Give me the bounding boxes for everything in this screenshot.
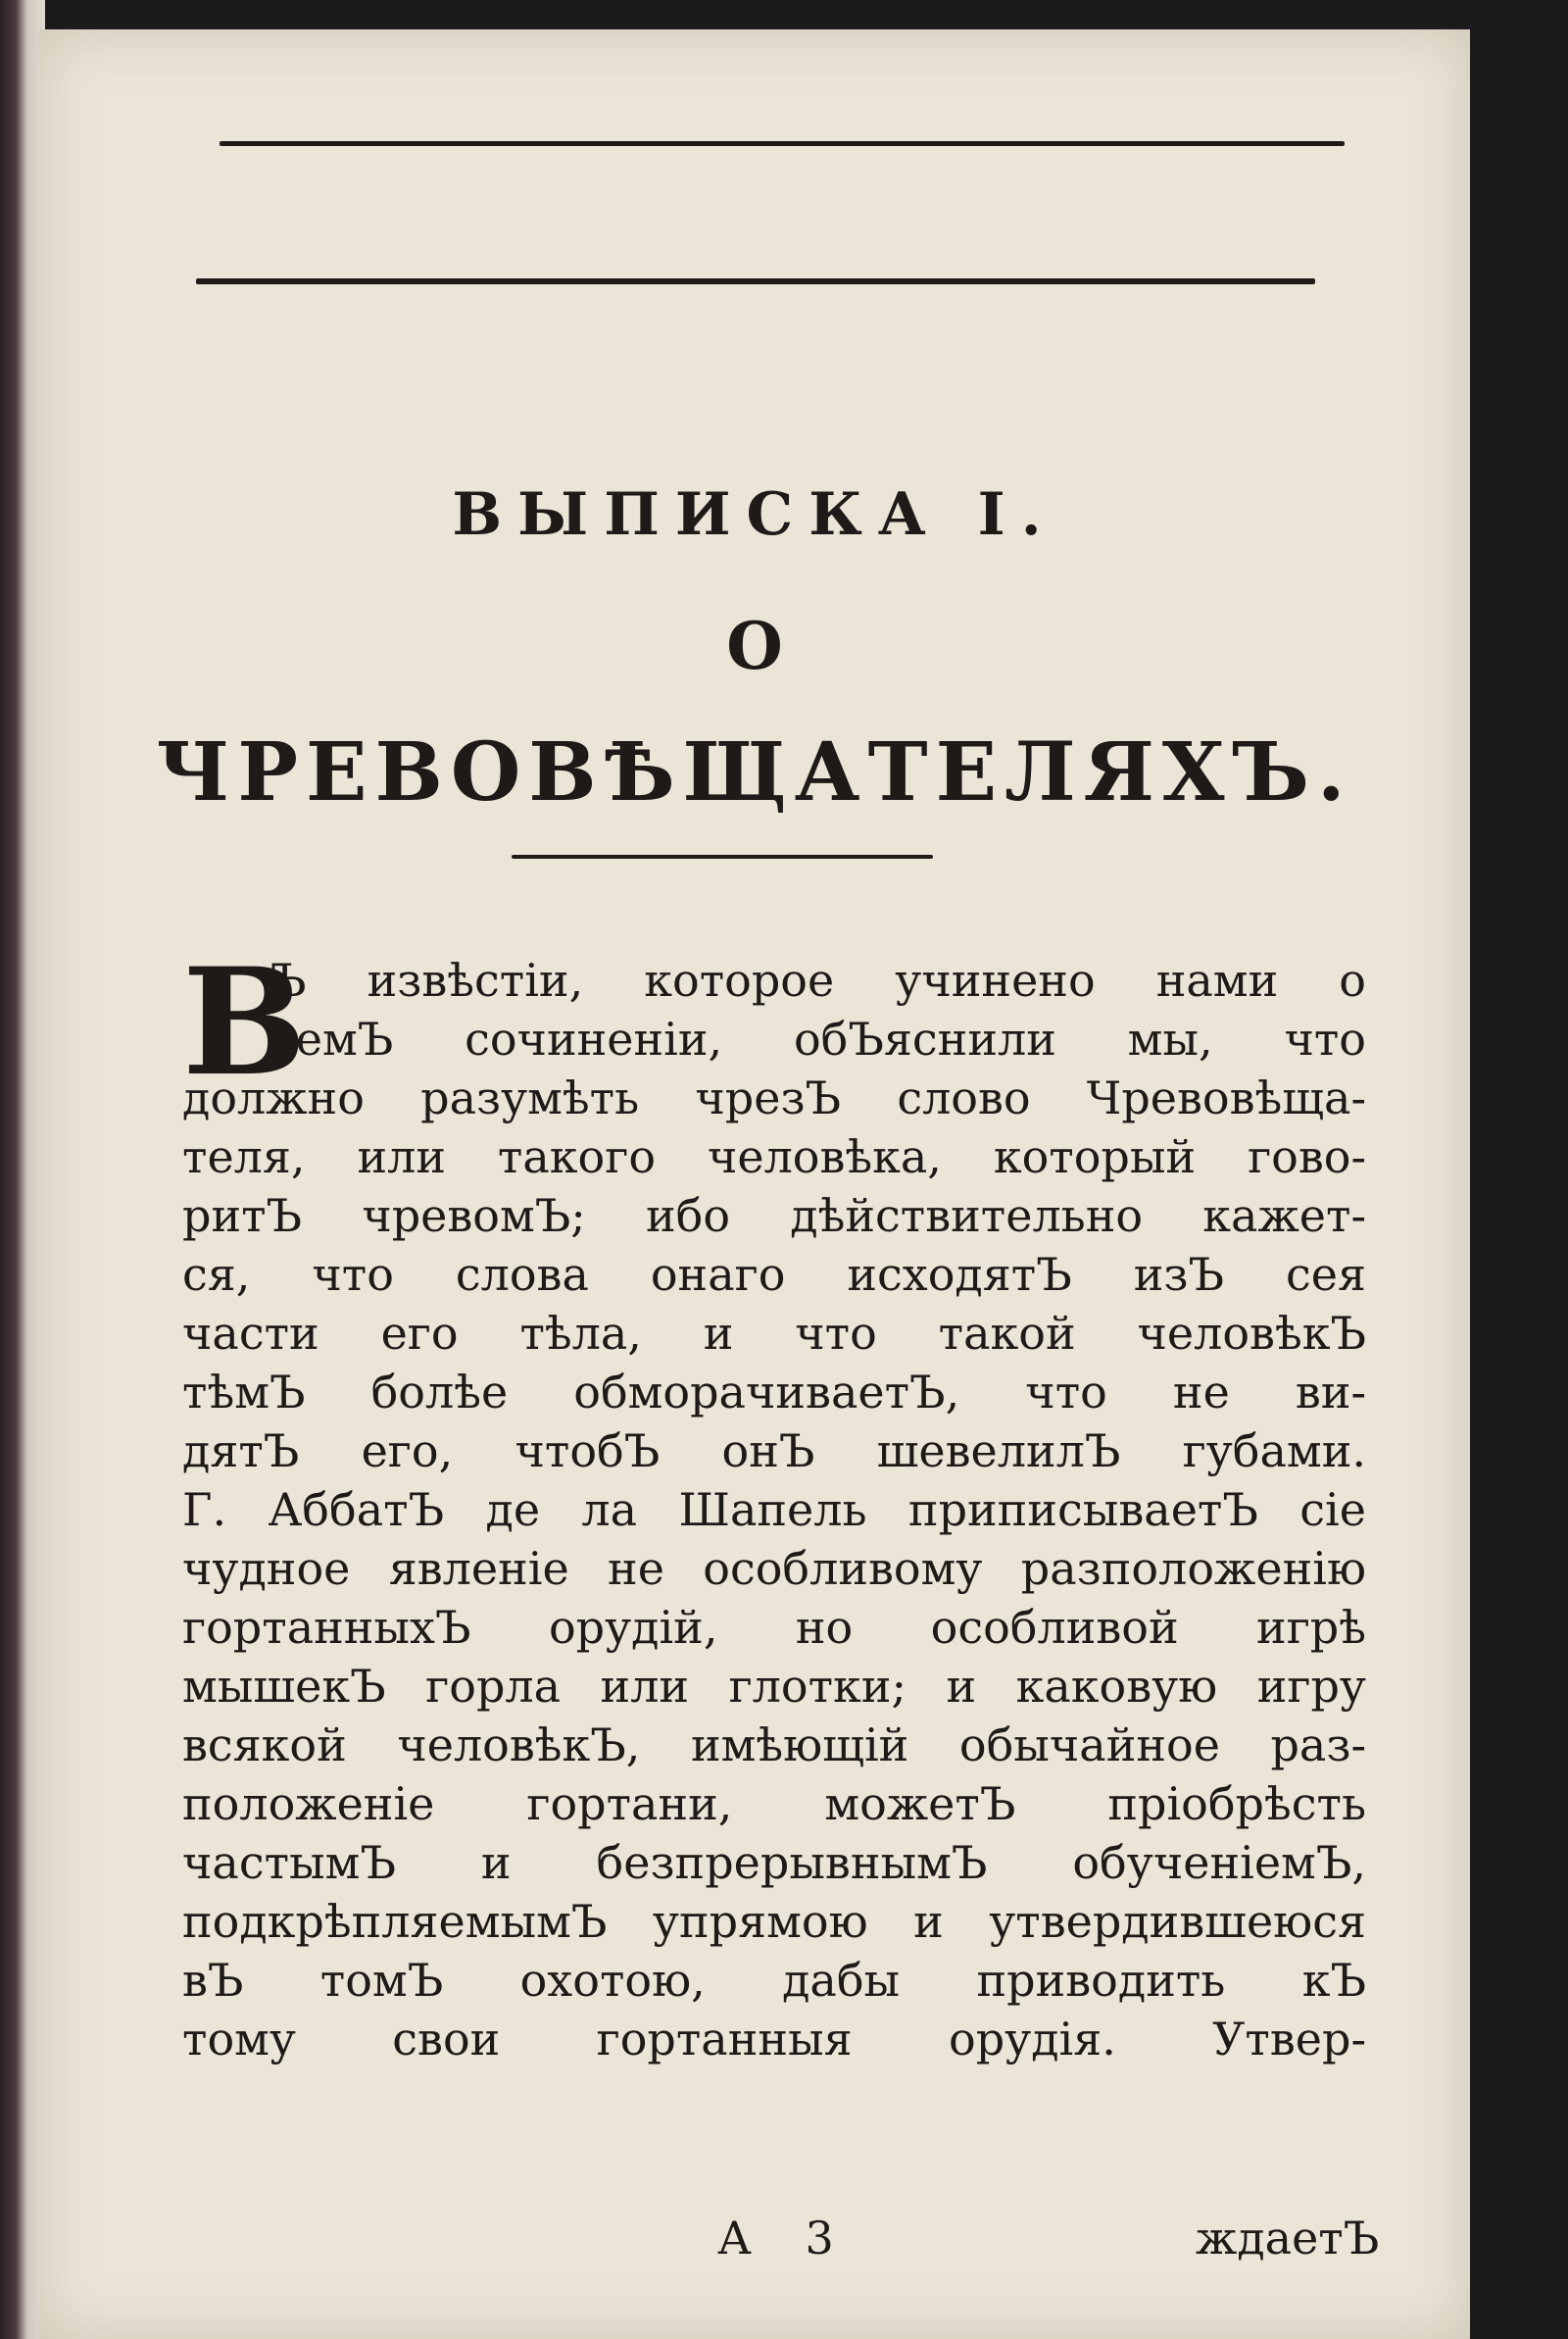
text-line: тѣмЪ болѣе обморачиваетЪ, что не ви- xyxy=(182,1366,1366,1418)
text-line: ритЪ чревомЪ; ибо дѣйствительно кажет- xyxy=(182,1189,1366,1242)
text-line: вЪ томЪ охотою, дабы приводить кЪ xyxy=(182,1954,1366,2007)
drop-cap: В xyxy=(182,936,307,1109)
text-line: положеніе гортани, можетЪ пріобрѣсть xyxy=(182,1777,1366,1830)
extract-title: ВЫПИСКА I. xyxy=(452,480,1057,549)
text-line: семЪ сочиненіи, обЪяснили мы, что xyxy=(270,1013,1366,1066)
top-rule xyxy=(220,141,1345,146)
text-line: мышекЪ горла или глотки; и каковую игру xyxy=(182,1660,1366,1713)
text-line: части его тѣла, и что такой человѣкЪ xyxy=(182,1307,1366,1360)
text-line: должно разумѣть чрезЪ слово Чревовѣща- xyxy=(182,1071,1366,1124)
text-line: частымЪ и безпрерывнымЪ обученіемЪ, xyxy=(182,1836,1366,1889)
book-page xyxy=(39,29,1470,2339)
text-line: дятЪ его, чтобЪ онЪ шевелилЪ губами. xyxy=(182,1424,1366,1477)
text-line: гортанныхЪ орудій, но особливой игрѣ xyxy=(182,1601,1366,1654)
text-line: всякой человѣкЪ, имѣющій обычайное раз- xyxy=(182,1718,1366,1771)
text-line: Г. АббатЪ де ла Шапель приписываетЪ сіе xyxy=(182,1483,1366,1536)
catchword: ждаетЪ xyxy=(1196,2212,1380,2264)
text-line: чудное явленіе не особливому разположенію xyxy=(182,1542,1366,1595)
title-divider xyxy=(512,855,933,859)
text-line: теля, или такого человѣка, который гово- xyxy=(182,1130,1366,1183)
body-text xyxy=(182,936,1366,2068)
chapter-title: ЧРЕВОВѢЩАТЕЛЯХЪ. xyxy=(156,725,1353,820)
text-line: тому свои гортанныя орудія. Утвер- xyxy=(182,2013,1366,2065)
text-line: Ъ извѣстіи, которое учинено нами о xyxy=(270,954,1366,1007)
second-rule xyxy=(196,278,1315,284)
text-line: подкрѣпляемымЪ упрямою и утвердившеюся xyxy=(182,1895,1366,1948)
heading-preposition: О xyxy=(726,608,783,684)
signature-mark: А 3 xyxy=(717,2212,854,2264)
text-line: ся, что слова онаго исходятЪ изЪ сея xyxy=(182,1248,1366,1301)
